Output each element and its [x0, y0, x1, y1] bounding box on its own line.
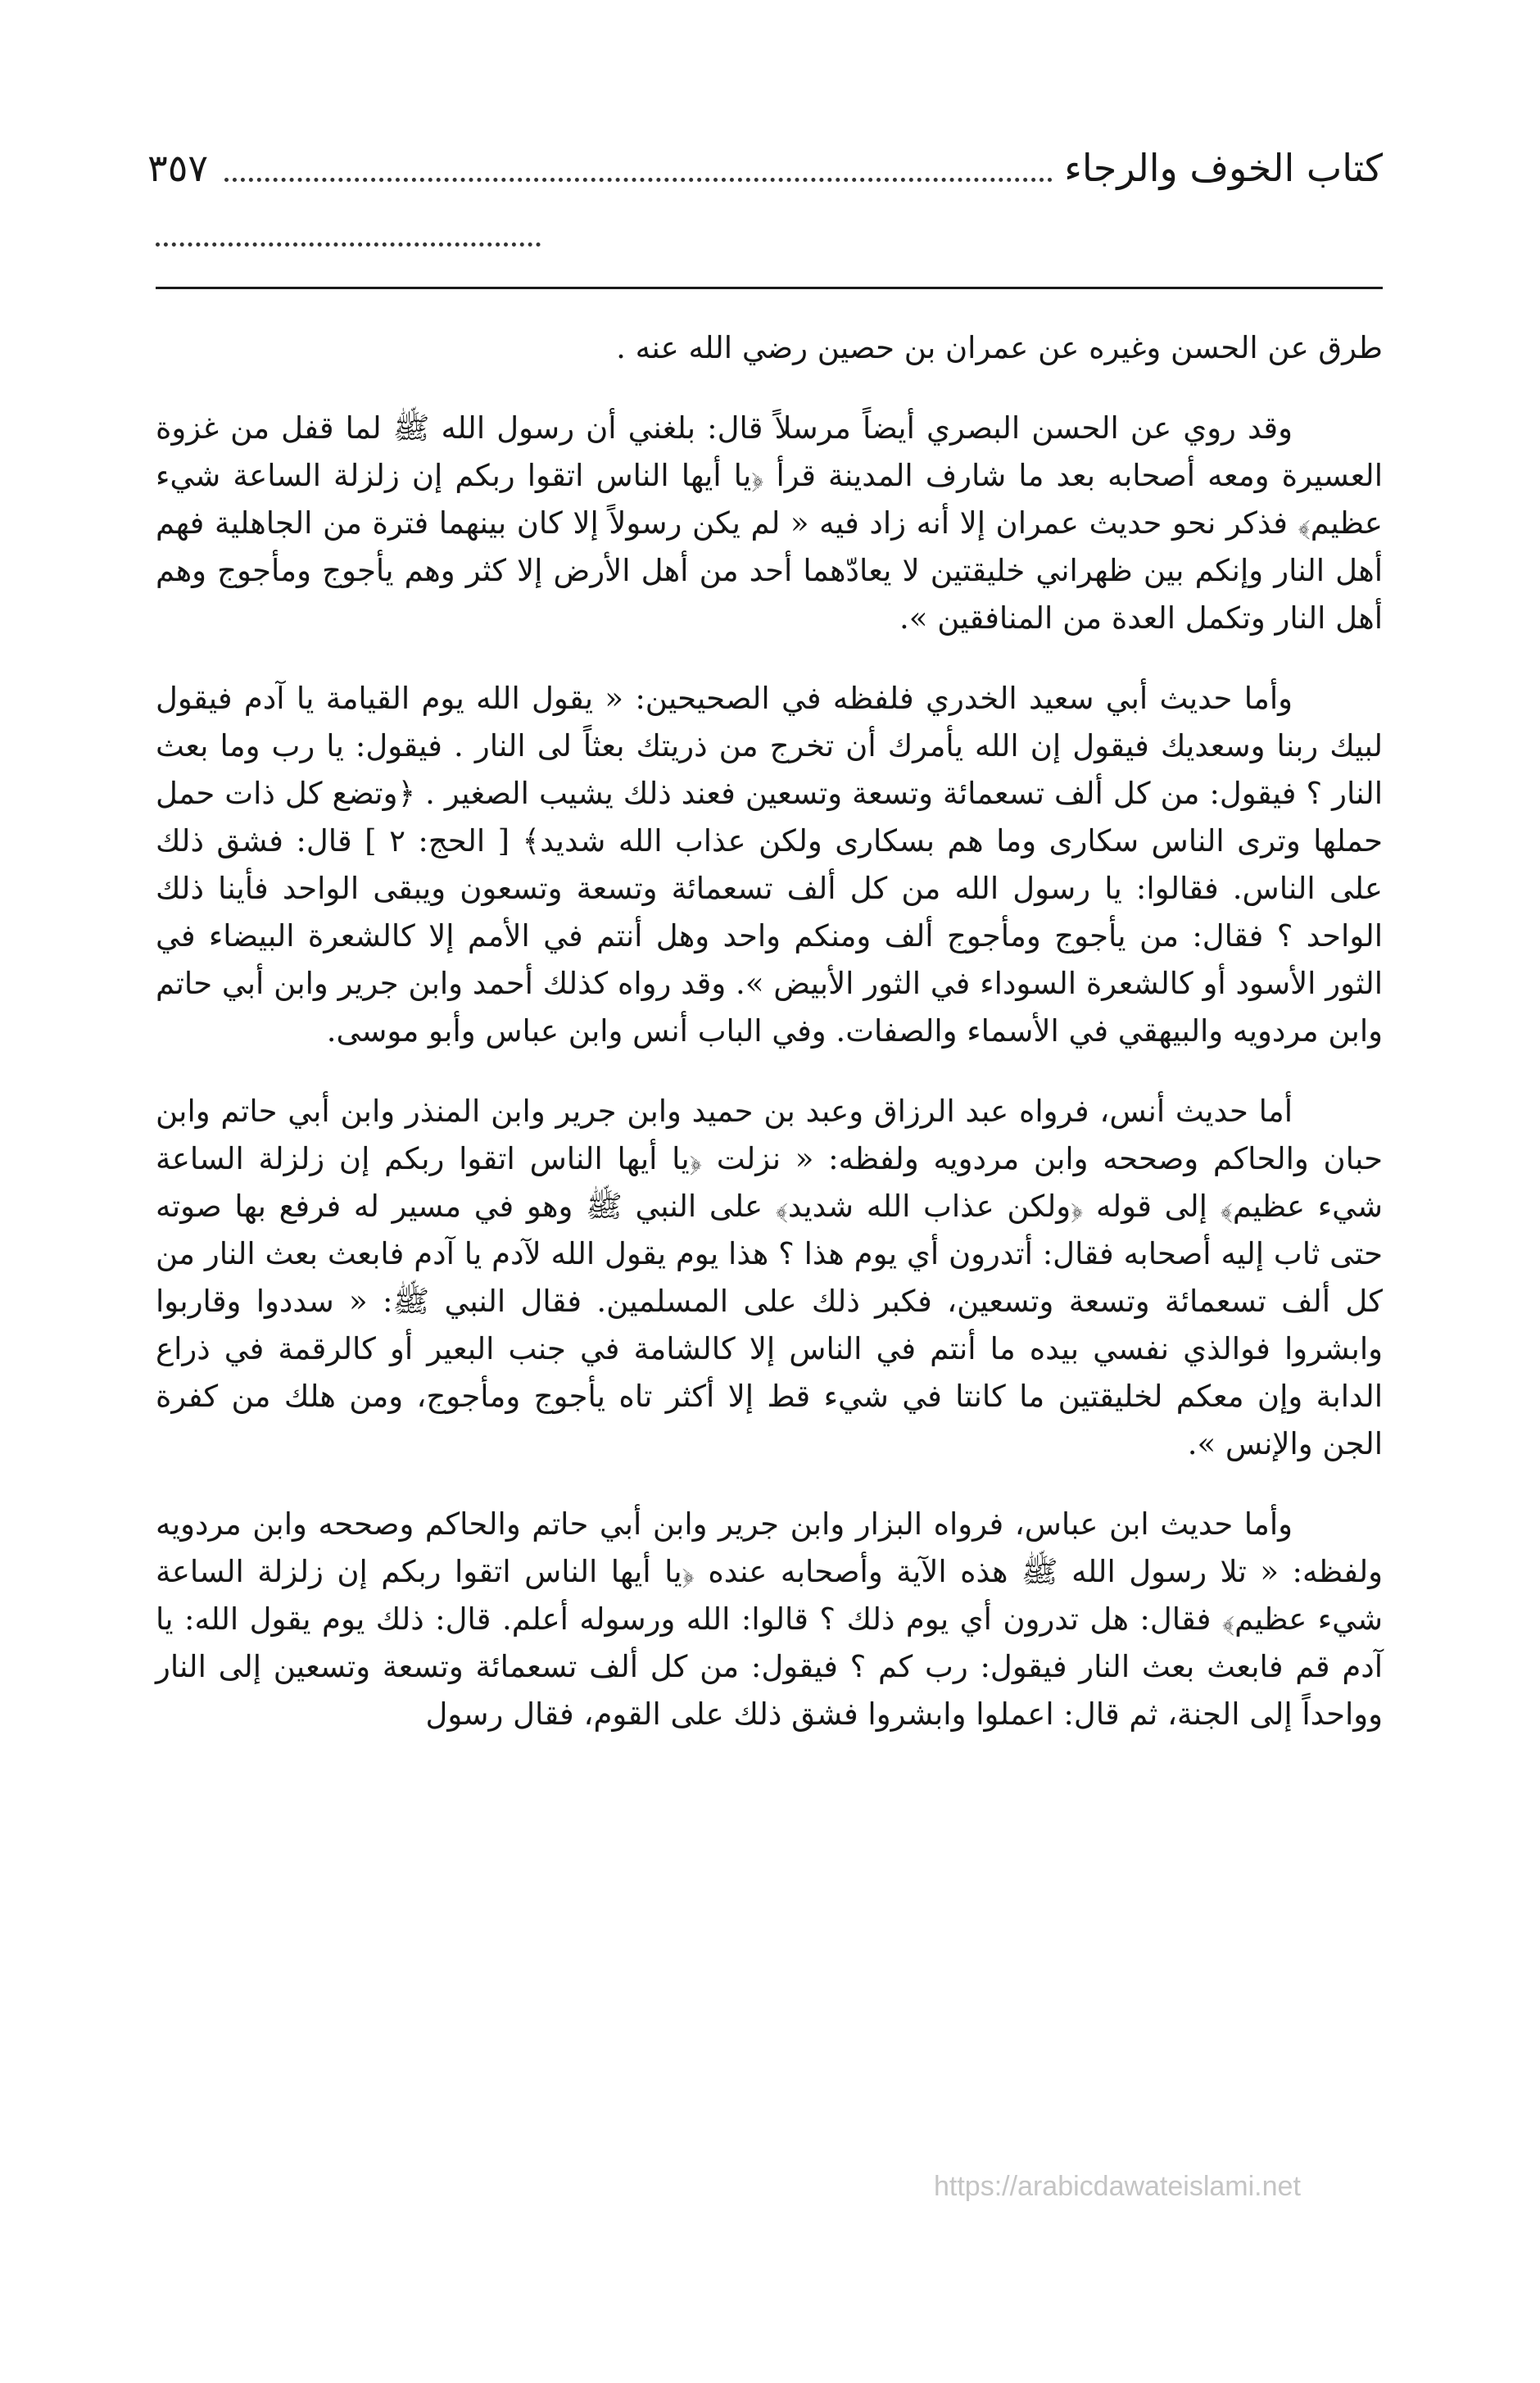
- watermark-url: https://arabicdawateislami.net: [934, 2171, 1301, 2202]
- paragraph-abu-said: وأما حديث أبي سعيد الخدري فلفظه في الصحيحين: « يقول الله يوم القيامة يا آدم فيقول لبيك ربنا وسعديك فيقول إن الله يأمرك أن تخرج من ذريتك بعثاً لى النار . فيقول: يا رب وما بعث النار ؟ فيقول: من كل ألف تسعمائة وتسعة وتسعين فعند ذلك يشيب الصغير . ﴿وتضع كل ذات حمل حملها وترى الناس سكارى وما هم بسكارى ولكن عذاب الله شديد﴾ [ الحج: ٢ ] قال: فشق ذلك على الناس. فقالوا: يا رسول الله من كل ألف تسعمائة وتسعة وتسعون ويبقى الواحد فأينا ذلك الواحد ؟ فقال: من يأجوج ومأجوج ألف ومنكم واحد وهل أنتم في الأمم إلا كالشعرة البيضاء في الثور الأسود أو كالشعرة السوداء في الثور الأبيض ». وقد رواه كذلك أحمد وابن جرير وابن أبي حاتم وابن مردويه والبيهقي في الأسماء والصفات. وفي الباب أنس وابن عباس وأبو موسى.: [156, 681, 1383, 1049]
- paragraph-ibn-abbas: وأما حديث ابن عباس، فرواه البزار وابن جرير وابن أبي حاتم والحاكم وصححه وابن مردويه ولفظه: « تلا رسول الله ﷺ هذه الآية وأصحابه عنده ﴿يا أيها الناس اتقوا ربكم إن زلزلة الساعة شيء عظيم﴾ فقال: هل تدرون أي يوم ذلك ؟ قالوا: الله ورسوله أعلم. قال: ذلك يوم يقول الله: يا آدم قم فابعث بعث النار فيقول: رب كم ؟ فيقول: من كل ألف تسعمائة وتسعة وتسعين إلى النار وواحداً إلى الجنة، ثم قال: اعملوا وابشروا فشق ذلك على القوم، فقال رسول: [156, 1506, 1383, 1732]
- paragraph-continuation: طرق عن الحسن وغيره عن عمران بن حصين رضي الله عنه .: [616, 330, 1383, 365]
- header-dotted-line: [156, 242, 541, 247]
- page-number: ٣٥٧: [147, 146, 209, 190]
- running-header: [144, 131, 1383, 197]
- paragraph-hasan-basri: وقد روي عن الحسن البصري أيضاً مرسلاً قال: بلغني أن رسول الله ﷺ لما قفل من غزوة العسيرة ومعه أصحابه بعد ما شارف المدينة قرأ ﴿يا أيها الناس اتقوا ربكم إن زلزلة الساعة شيء عظيم﴾ فذكر نحو حديث عمران إلا أنه زاد فيه « لم يكن رسولاً إلا كان بينهما فترة من الجاهلية فهم أهل النار وإنكم بين ظهراني خليقتين لا يعادّهما أحد من أهل الأرض إلا كثر وهم يأجوج ومأجوج وهم أهل النار وتكمل العدة من المنافقين ».: [156, 410, 1383, 636]
- chapter-title: كتاب الخوف والرجاء: [1064, 146, 1383, 190]
- paragraph-anas: أما حديث أنس، فرواه عبد الرزاق وعبد بن حميد وابن جرير وابن المنذر وابن أبي حاتم وابن حبان والحاكم وصححه وابن مردويه ولفظه: « نزلت ﴿يا أيها الناس اتقوا ربكم إن زلزلة الساعة شيء عظيم﴾ إلى قوله ﴿ولكن عذاب الله شديد﴾ على النبي ﷺ وهو في مسير له فرفع بها صوته حتى ثاب إليه أصحابه فقال: أتدرون أي يوم هذا ؟ هذا يوم يقول الله لآدم يا آدم فابعث بعث النار من كل ألف تسعمائة وتسعة وتسعين، فكبر ذلك على المسلمين. فقال النبي ﷺ: « سددوا وقاربوا وابشروا فوالذي نفسي بيده ما أنتم في الناس إلا كالشامة في جنب البعير أو كالرقمة في ذراع الدابة وإن معكم لخليقتين ما كانتا في شيء قط إلا أكثر تاه يأجوج ومأجوج، ومن هلك من كفرة الجن والإنس ».: [156, 1094, 1383, 1461]
- header-leader-dots: [224, 178, 1053, 182]
- header-rule: [156, 287, 1383, 289]
- body-text: [156, 324, 1383, 1771]
